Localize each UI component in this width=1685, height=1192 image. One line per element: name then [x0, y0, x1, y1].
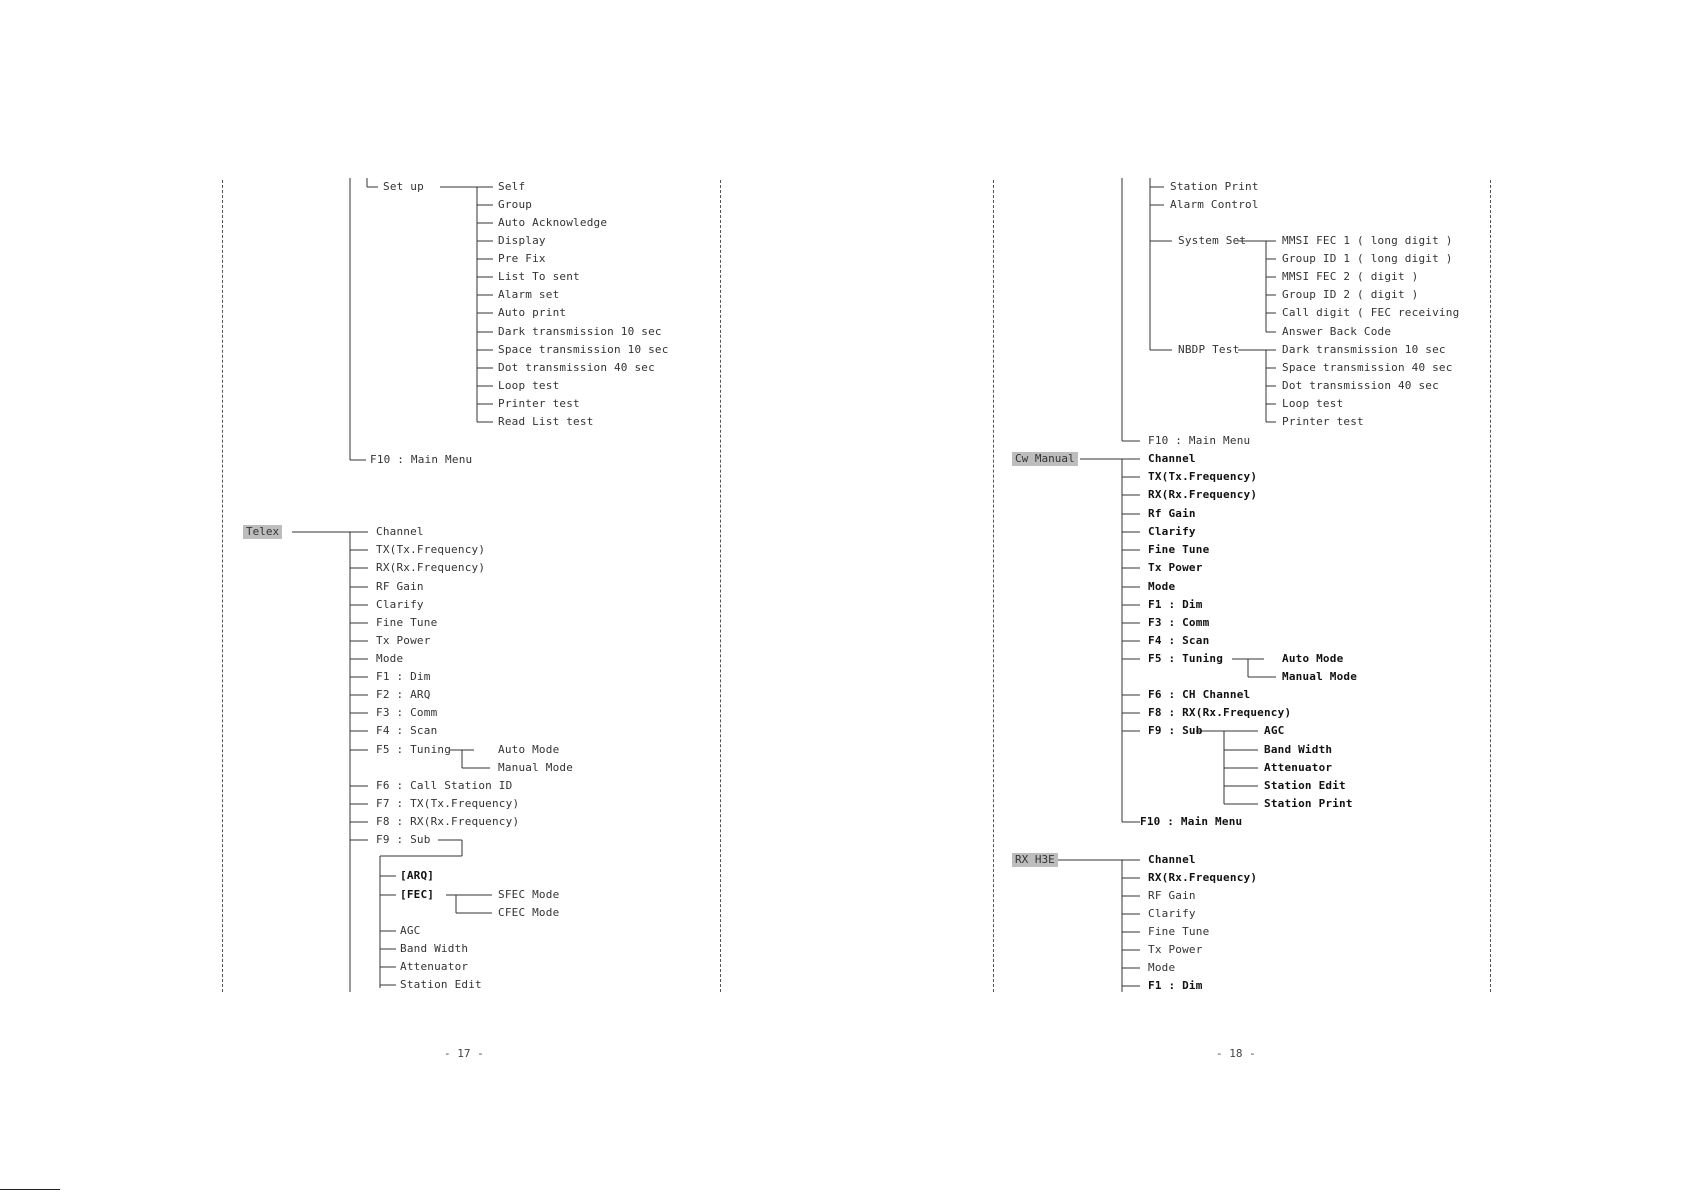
node-cw-station-print: Station Print	[1264, 797, 1353, 810]
node-auto-acknowledge: Auto Acknowledge	[498, 216, 608, 229]
node-rx-frequency: RX(Rx.Frequency)	[376, 561, 486, 574]
node-cfec-mode: CFEC Mode	[498, 906, 560, 919]
node-tx-power: Tx Power	[376, 634, 431, 647]
node-h3e-mode: Mode	[1148, 961, 1176, 974]
node-auto-print: Auto print	[498, 306, 567, 319]
page-18-right-border	[1490, 180, 1491, 992]
node-cw-f3-comm: F3 : Comm	[1148, 616, 1210, 629]
node-clarify: Clarify	[376, 598, 424, 611]
node-f1-dim: F1 : Dim	[376, 670, 431, 683]
node-display: Display	[498, 234, 546, 247]
node-dark-transmission: Dark transmission 10 sec	[498, 325, 662, 338]
node-f4-scan: F4 : Scan	[376, 724, 438, 737]
node-h3e-rf-gain: RF Gain	[1148, 889, 1196, 902]
root-telex: Telex	[243, 525, 282, 539]
node-answer-back-code: Answer Back Code	[1282, 325, 1392, 338]
node-h3e-f1-dim: F1 : Dim	[1148, 979, 1203, 992]
node-arq: [ARQ]	[400, 869, 435, 882]
node-cw-main-menu: F10 : Main Menu	[1140, 815, 1243, 828]
node-cw-tx: TX(Tx.Frequency)	[1148, 470, 1258, 483]
node-system-set: System Set	[1178, 234, 1247, 247]
page-number-18: - 18 -	[1216, 1047, 1256, 1060]
node-cw-clarify: Clarify	[1148, 525, 1196, 538]
node-cw-channel: Channel	[1148, 452, 1196, 465]
node-rf-gain: RF Gain	[376, 580, 424, 593]
node-f9-sub: F9 : Sub	[376, 833, 431, 846]
node-cw-band-width: Band Width	[1264, 743, 1333, 756]
node-f3-comm: F3 : Comm	[376, 706, 438, 719]
node-h3e-fine-tune: Fine Tune	[1148, 925, 1210, 938]
node-dark-transmission-18: Dark transmission 10 sec	[1282, 343, 1446, 356]
node-manual-mode: Manual Mode	[498, 761, 574, 774]
node-tx-frequency: TX(Tx.Frequency)	[376, 543, 486, 556]
node-read-list-test: Read List test	[498, 415, 594, 428]
node-cw-f4-scan: F4 : Scan	[1148, 634, 1210, 647]
node-main-menu-18a: F10 : Main Menu	[1148, 434, 1251, 447]
node-fine-tune: Fine Tune	[376, 616, 438, 629]
node-loop-test: Loop test	[498, 379, 560, 392]
page-17-right-border	[720, 180, 721, 992]
node-printer-test: Printer test	[498, 397, 580, 410]
node-cw-fine-tune: Fine Tune	[1148, 543, 1210, 556]
node-attenuator: Attenuator	[400, 960, 469, 973]
node-cw-tx-power: Tx Power	[1148, 561, 1203, 574]
page-edge-mark	[0, 1189, 60, 1190]
page-number-17: - 17 -	[444, 1047, 484, 1060]
node-group-id-1: Group ID 1 ( long digit )	[1282, 252, 1453, 265]
node-cw-agc: AGC	[1264, 724, 1285, 737]
node-space-transmission-18: Space transmission 40 sec	[1282, 361, 1453, 374]
root-cw-manual: Cw Manual	[1012, 452, 1078, 466]
node-list-to-sent: List To sent	[498, 270, 580, 283]
node-h3e-rx: RX(Rx.Frequency)	[1148, 871, 1258, 884]
node-nbdp-test: NBDP Test	[1178, 343, 1240, 356]
node-cw-mode: Mode	[1148, 580, 1176, 593]
node-f8-rx: F8 : RX(Rx.Frequency)	[376, 815, 520, 828]
node-set-up: Set up	[383, 180, 424, 193]
node-mode: Mode	[376, 652, 404, 665]
page-18-left-border	[993, 180, 994, 992]
node-alarm-control: Alarm Control	[1170, 198, 1259, 211]
node-cw-f6-ch-channel: F6 : CH Channel	[1148, 688, 1251, 701]
node-main-menu: F10 : Main Menu	[370, 453, 473, 466]
node-auto-mode: Auto Mode	[498, 743, 560, 756]
node-station-print: Station Print	[1170, 180, 1259, 193]
node-agc: AGC	[400, 924, 421, 937]
node-h3e-clarify: Clarify	[1148, 907, 1196, 920]
node-cw-f1-dim: F1 : Dim	[1148, 598, 1203, 611]
node-f5-tuning: F5 : Tuning	[376, 743, 452, 756]
node-cw-f8-rx: F8 : RX(Rx.Frequency)	[1148, 706, 1292, 719]
node-loop-test-18: Loop test	[1282, 397, 1344, 410]
node-cw-attenuator: Attenuator	[1264, 761, 1333, 774]
node-call-digit: Call digit ( FEC receiving	[1282, 306, 1460, 319]
node-group: Group	[498, 198, 533, 211]
node-h3e-channel: Channel	[1148, 853, 1196, 866]
node-cw-f5-tuning: F5 : Tuning	[1148, 652, 1224, 665]
node-f2-arq: F2 : ARQ	[376, 688, 431, 701]
node-pre-fix: Pre Fix	[498, 252, 546, 265]
node-space-transmission: Space transmission 10 sec	[498, 343, 669, 356]
node-dot-transmission-18: Dot transmission 40 sec	[1282, 379, 1439, 392]
node-printer-test-18: Printer test	[1282, 415, 1364, 428]
node-h3e-tx-power: Tx Power	[1148, 943, 1203, 956]
node-cw-rx: RX(Rx.Frequency)	[1148, 488, 1258, 501]
node-group-id-2: Group ID 2 ( digit )	[1282, 288, 1419, 301]
node-station-edit: Station Edit	[400, 978, 482, 991]
node-sfec-mode: SFEC Mode	[498, 888, 560, 901]
page-17-left-border	[222, 180, 223, 992]
node-fec: [FEC]	[400, 888, 435, 901]
node-cw-manual-mode: Manual Mode	[1282, 670, 1358, 683]
node-cw-rf-gain: Rf Gain	[1148, 507, 1196, 520]
node-cw-station-edit: Station Edit	[1264, 779, 1346, 792]
node-f7-tx: F7 : TX(Tx.Frequency)	[376, 797, 520, 810]
node-mmsi-fec-2: MMSI FEC 2 ( digit )	[1282, 270, 1419, 283]
node-mmsi-fec-1: MMSI FEC 1 ( long digit )	[1282, 234, 1453, 247]
node-f6-call-station-id: F6 : Call Station ID	[376, 779, 513, 792]
node-cw-auto-mode: Auto Mode	[1282, 652, 1344, 665]
node-alarm-set: Alarm set	[498, 288, 560, 301]
node-dot-transmission: Dot transmission 40 sec	[498, 361, 655, 374]
node-self: Self	[498, 180, 526, 193]
node-channel: Channel	[376, 525, 424, 538]
root-rx-h3e: RX H3E	[1012, 853, 1058, 867]
node-cw-f9-sub: F9 : Sub	[1148, 724, 1203, 737]
node-band-width: Band Width	[400, 942, 469, 955]
